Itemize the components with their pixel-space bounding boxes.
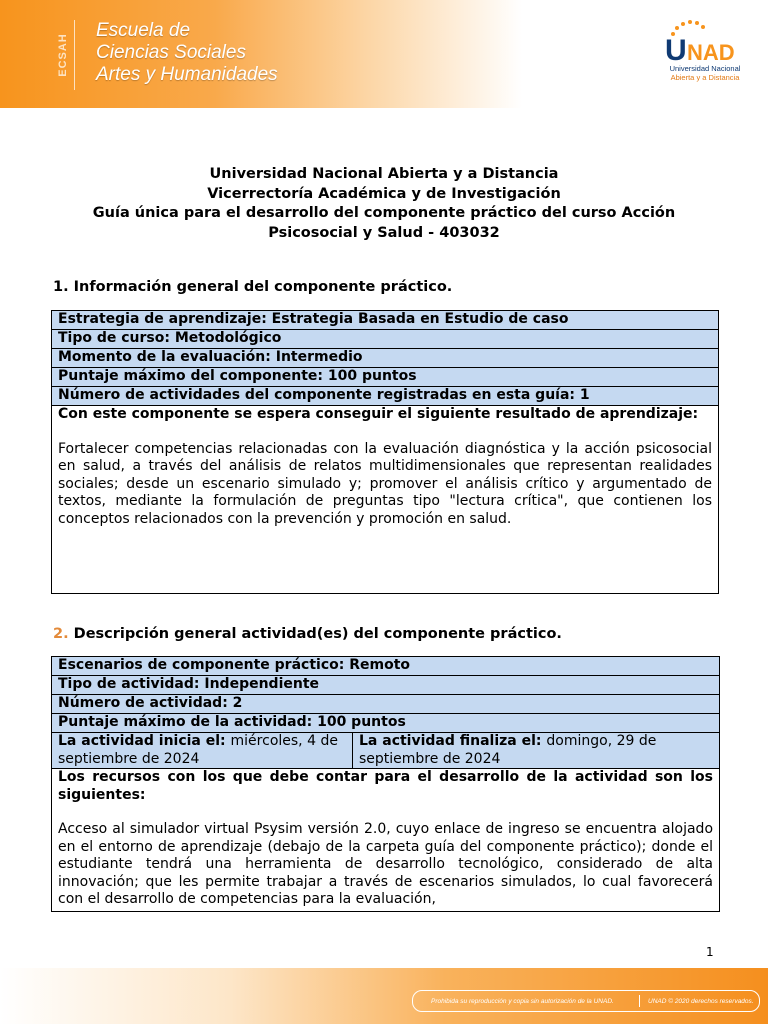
header-banner — [0, 0, 768, 108]
end-date-label: La actividad finaliza el: — [359, 733, 542, 749]
learning-outcome-text: Fortalecer competencias relacionadas con la evaluación diagnóstica y la acción psicosocial en salud, a través del análisis de relatos multidimensionales que representan realidades sociales; desde un escenario simulado y; promover el análisis crítico y argumentado de textos, mediante la formulación de preguntas tipo "lectura crítica", que contienen los conceptos relacionados con la prevención y promoción en salud. — [58, 440, 712, 527]
start-date-value: miércoles, 4 de septiembre de 2024 — [58, 733, 338, 767]
ecsah-vertical-label: ECSAH — [52, 20, 75, 90]
table-row — [52, 676, 720, 695]
table-cell: Momento de la evaluación: Intermedio — [52, 349, 719, 368]
table-cell: Estrategia de aprendizaje: Estrategia Basada en Estudio de caso — [52, 311, 719, 330]
footer-divider — [639, 995, 640, 1007]
title-line: Universidad Nacional Abierta y a Distancia — [209, 166, 559, 182]
table-row — [52, 368, 719, 387]
school-line: Ciencias Sociales — [96, 42, 246, 63]
title-line: Vicerrectoría Académica y de Investigación — [207, 185, 561, 202]
table-row — [52, 769, 720, 912]
learning-outcome-cell — [52, 406, 719, 594]
table-cell: Puntaje máximo del componente: 100 puntos — [52, 368, 719, 387]
page-number: 1 — [706, 945, 714, 959]
start-date-cell — [52, 733, 353, 769]
svg-text:U: U — [665, 34, 687, 64]
table-row — [52, 657, 720, 676]
section2-number: 2. — [53, 626, 69, 642]
section1-table — [51, 310, 719, 594]
table-row — [52, 387, 719, 406]
table-cell: Escenarios de componente práctico: Remoto — [52, 657, 720, 676]
end-date-value: domingo, 29 de septiembre de 2024 — [359, 733, 657, 767]
unad-tagline: Universidad Nacional Abierta y a Distancia — [669, 64, 741, 82]
table-cell: Número de actividad: 2 — [52, 695, 720, 714]
table-row — [52, 330, 719, 349]
school-line: Escuela de — [96, 20, 191, 41]
table-row — [52, 714, 720, 733]
unad-logo — [655, 16, 755, 86]
start-date-label: La actividad inicia el: — [58, 733, 226, 749]
table-cell: Tipo de curso: Metodológico — [52, 330, 719, 349]
table-row — [52, 311, 719, 330]
section2-heading — [53, 626, 562, 642]
unad-logo-mark — [663, 18, 747, 64]
footer-notice: Prohibida su reproducción y copia sin autorización de la UNAD. — [431, 997, 614, 1005]
table-cell: Tipo de actividad: Independiente — [52, 676, 720, 695]
resources-lead: Los recursos con los que debe contar para el desarrollo de la actividad son los siguientes: — [58, 769, 714, 803]
title-line: Guía única para el desarrollo del componente práctico del curso Acción — [92, 205, 676, 221]
svg-text:NAD: NAD — [687, 40, 735, 64]
table-cell: Número de actividades del componente registradas en esta guía: 1 — [52, 387, 719, 406]
footer-copyright: UNAD © 2020 derechos reservados. — [648, 997, 754, 1005]
table-row — [52, 406, 719, 594]
document-title — [40, 165, 728, 243]
school-line: Artes y Humanidades — [96, 64, 278, 85]
table-row — [52, 695, 720, 714]
end-date-cell — [353, 733, 720, 769]
section2-title: Descripción general actividad(es) del componente práctico. — [73, 626, 562, 642]
learning-outcome-lead: Con este componente se espera conseguir el siguiente resultado de aprendizaje: — [58, 406, 699, 422]
table-cell: Puntaje máximo de la actividad: 100 puntos — [52, 714, 720, 733]
footer-notice-bar — [412, 990, 760, 1012]
school-name — [96, 20, 278, 86]
footer-banner — [0, 968, 768, 1024]
table-row — [52, 733, 720, 769]
resources-cell — [52, 769, 720, 912]
table-row — [52, 349, 719, 368]
section1-heading: 1. Información general del componente práctico. — [53, 279, 453, 295]
resources-text: Acceso al simulador virtual Psysim versión 2.0, cuyo enlace de ingreso se encuentra alojado en el entorno de aprendizaje (debajo de la carpeta guía del componente práctico); donde el estudiante tendrá una herramienta de desarrollo tecnológico, considerado de alta innovación; que les permite trabajar a través de escenarios simulados, lo cual favorecerá con el desarrollo de competencias para la evaluación, — [58, 821, 714, 907]
section2-table — [51, 656, 720, 912]
title-line: Psicosocial y Salud - 403032 — [268, 224, 500, 241]
